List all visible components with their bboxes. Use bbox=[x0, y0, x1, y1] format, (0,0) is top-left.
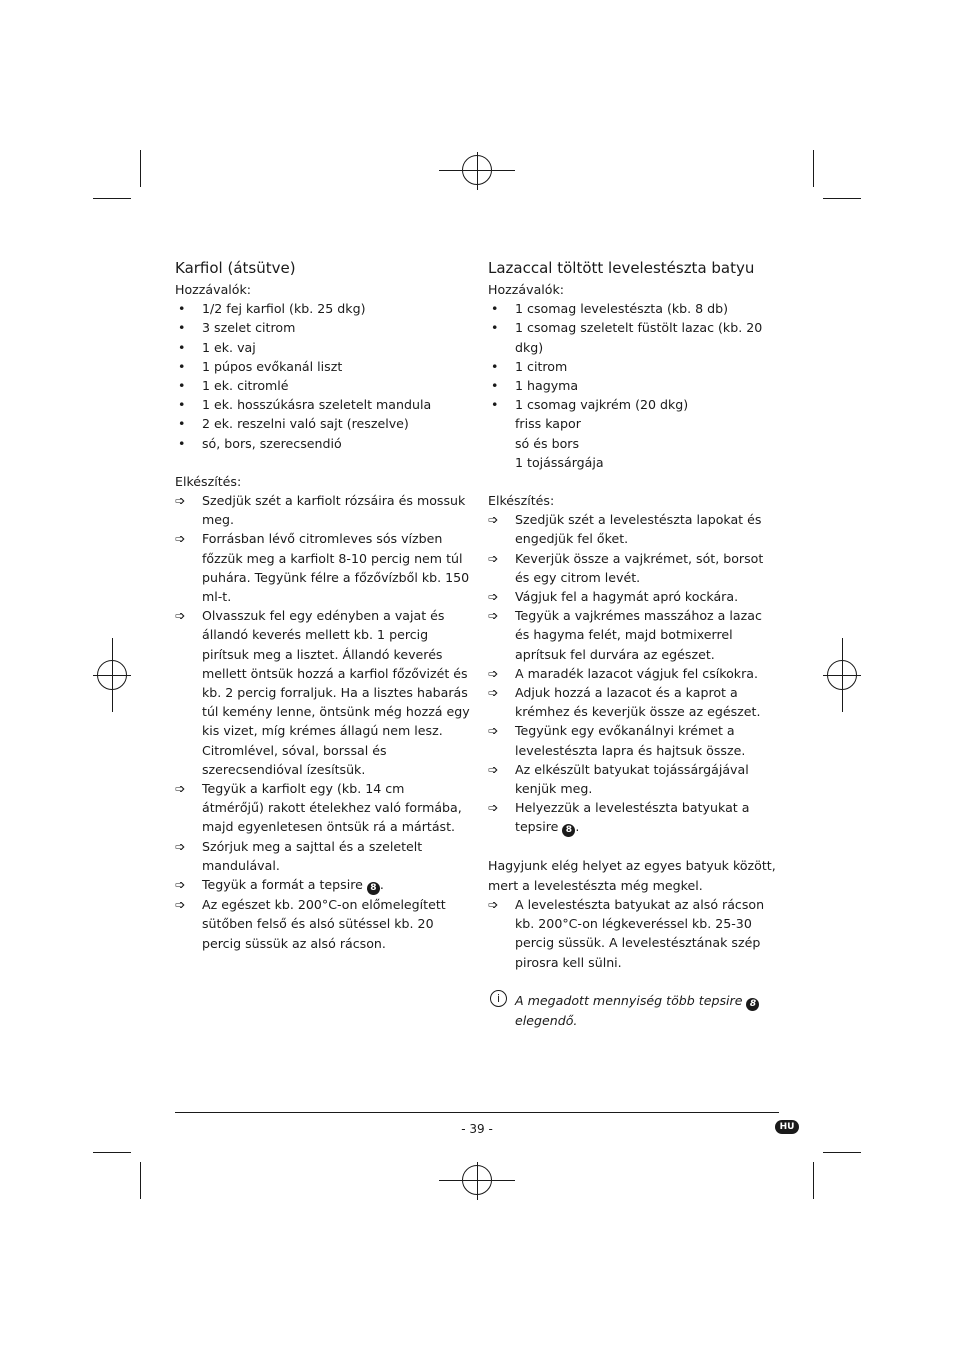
arrow-icon: ➩ bbox=[175, 897, 186, 913]
arrow-icon: ➩ bbox=[175, 838, 186, 854]
arrow-icon: ➩ bbox=[488, 589, 499, 605]
step-item: ➩ Olvasszuk fel egy edényben a vajat és állandó keverés mellett kb. 1 percig pirítsuk meg a lisztet. Állandó keverés mellett öntsük hozzá a karfiol főzővizét és kb. 2 percig forraljuk. Ha a lisztes habarás túl kemény lenne, öntsünk még hozzá egy kis vizet, míg krémes állagú nem lesz. Citromlével, sóval, borssal és szerecsendióval ízesítsük. bbox=[175, 608, 470, 777]
step-item: ➩ Szórjuk meg a sajttal és a szeletelt mandulával. bbox=[175, 838, 423, 873]
arrow-icon: ➩ bbox=[175, 877, 186, 893]
ingredients-label: Hozzávalók: bbox=[175, 282, 252, 297]
step-item: ➩ Szedjük szét a karfiolt rózsáira és mossuk meg. bbox=[175, 493, 466, 528]
baking-tray-number-badge: 8 bbox=[746, 998, 759, 1011]
step-item: ➩ Tegyünk egy evőkanálnyi krémet a levelestészta lapra és hajtsuk össze. bbox=[488, 723, 746, 758]
arrow-icon: ➩ bbox=[488, 512, 499, 528]
arrow-icon: ➩ bbox=[488, 608, 499, 624]
page-number: - 39 - bbox=[461, 1122, 493, 1136]
step-item: ➩ Az egészet kb. 200°C-on előmelegített sütőben felső és alsó sütéssel kb. 20 percig süssük az alsó rácson. bbox=[175, 897, 446, 951]
ingredient-list bbox=[175, 299, 470, 453]
arrow-icon: ➩ bbox=[488, 761, 499, 777]
step-item: ➩ Tegyük a vajkrémes masszához a lazac és hagyma felét, majd botmixerrel aprítsuk fel durvára az egészet. bbox=[488, 608, 762, 662]
recipe-title: Karfiol (átsütve) bbox=[175, 259, 296, 277]
ingredient-list bbox=[488, 299, 780, 414]
crop-mark bbox=[823, 198, 861, 199]
list-item: • 1 ek. vaj bbox=[175, 338, 470, 357]
list-item: • 2 ek. reszelni való sajt (reszelve) bbox=[175, 414, 470, 433]
arrow-icon: ➩ bbox=[175, 493, 186, 509]
crop-mark bbox=[823, 1152, 861, 1153]
arrow-icon: ➩ bbox=[488, 723, 499, 739]
crop-mark bbox=[93, 1152, 131, 1153]
step-list bbox=[488, 895, 780, 972]
list-item: • 1 csomag levelestészta (kb. 8 db) bbox=[488, 299, 780, 318]
baking-tray-number-badge: 8 bbox=[367, 882, 380, 895]
language-badge: HU bbox=[775, 1120, 799, 1134]
list-item: • 1 ek. citromlé bbox=[175, 376, 470, 395]
arrow-icon: ➩ bbox=[488, 896, 499, 912]
list-item: • 1/2 fej karfiol (kb. 25 dkg) bbox=[175, 299, 470, 318]
ingredients-label: Hozzávalók: bbox=[488, 282, 565, 297]
step-list bbox=[488, 510, 780, 837]
list-item: • 1 hagyma bbox=[488, 376, 780, 395]
list-item: • 1 csomag szeletelt füstölt lazac (kb. 20 dkg) bbox=[488, 318, 780, 356]
list-item: • 1 ek. hosszúkásra szeletelt mandula bbox=[175, 395, 470, 414]
step-item: ➩ A maradék lazacot vágjuk fel csíkokra. bbox=[488, 664, 780, 683]
step-item: ➩ Az elkészült batyukat tojássárgájával kenjük meg. bbox=[488, 761, 749, 797]
step-item: ➩ Forrásban lévő citromleves sós vízben főzzük meg a karfiolt 8-10 percig nem túl puhára. Tegyünk félre a főzővízből kb. 150 ml-t. bbox=[175, 531, 470, 605]
crop-mark bbox=[140, 1162, 141, 1199]
arrow-icon: ➩ bbox=[488, 685, 499, 701]
arrow-icon: ➩ bbox=[175, 531, 186, 547]
list-item: • 1 csomag vajkrém (20 dkg) bbox=[488, 395, 780, 414]
crop-mark bbox=[140, 150, 141, 187]
step-list bbox=[175, 491, 470, 953]
list-item: • 1 púpos evőkanál liszt bbox=[175, 357, 470, 376]
baking-tray-number-badge: 8 bbox=[562, 824, 575, 837]
step-item: ➩ Helyezzük a levelestészta batyukat a tepsire 8 . bbox=[488, 800, 750, 836]
step-item: ➩ Szedjük szét a levelestészta lapokat és engedjük fel őket. bbox=[488, 512, 762, 547]
extra-ingredient: 1 tojássárgája bbox=[515, 454, 604, 470]
footer-divider bbox=[175, 1112, 779, 1113]
arrow-icon: ➩ bbox=[488, 665, 499, 681]
preparation-label: Elkészítés: bbox=[488, 493, 555, 509]
step-item: ➩ Tegyük a formát a tepsire 8 . bbox=[175, 877, 384, 894]
arrow-icon: ➩ bbox=[488, 800, 499, 816]
step-item: ➩ Keverjük össze a vajkrémet, sót, borsot és egy citrom levét. bbox=[488, 550, 764, 585]
recipe-cauliflower bbox=[175, 258, 470, 953]
step-item: ➩ Tegyük a karfiolt egy (kb. 14 cm átmérőjű) rakott ételekhez való formába, majd egyenletesen öntsük rá a mártást. bbox=[175, 781, 462, 835]
recipe-salmon-pastry bbox=[488, 258, 780, 1030]
step-item: ➩ A levelestészta batyukat az alsó rácson kb. 200°C-on légkeveréssel kb. 25-30 percig süssük. A levelestésztának szép pirosra kell sülni. bbox=[488, 896, 765, 970]
crop-mark bbox=[813, 1162, 814, 1199]
step-item: ➩ Adjuk hozzá a lazacot és a kaprot a krémhez és keverjük össze az egészet. bbox=[488, 685, 761, 720]
crop-mark bbox=[93, 198, 131, 199]
recipe-title: Lazaccal töltött levelestészta batyu bbox=[488, 259, 755, 277]
list-item: • 3 szelet citrom bbox=[175, 318, 470, 337]
extra-ingredient: friss kapor bbox=[515, 416, 581, 432]
note-paragraph: Hagyjunk elég helyet az egyes batyuk között, mert a levelestészta még megkel. bbox=[488, 858, 776, 893]
arrow-icon: ➩ bbox=[175, 608, 186, 624]
arrow-icon: ➩ bbox=[488, 550, 499, 566]
arrow-icon: ➩ bbox=[175, 781, 186, 797]
step-item: ➩ Vágjuk fel a hagymát apró kockára. bbox=[488, 587, 780, 606]
crop-mark bbox=[813, 150, 814, 187]
list-item: • 1 citrom bbox=[488, 357, 780, 376]
list-item: • só, bors, szerecsendió bbox=[175, 434, 470, 453]
info-note: i A megadott mennyiség több tepsire 8 elegendő. bbox=[488, 991, 780, 1030]
info-icon: i bbox=[490, 990, 507, 1007]
preparation-label: Elkészítés: bbox=[175, 473, 242, 489]
extra-ingredient: só és bors bbox=[515, 435, 580, 451]
